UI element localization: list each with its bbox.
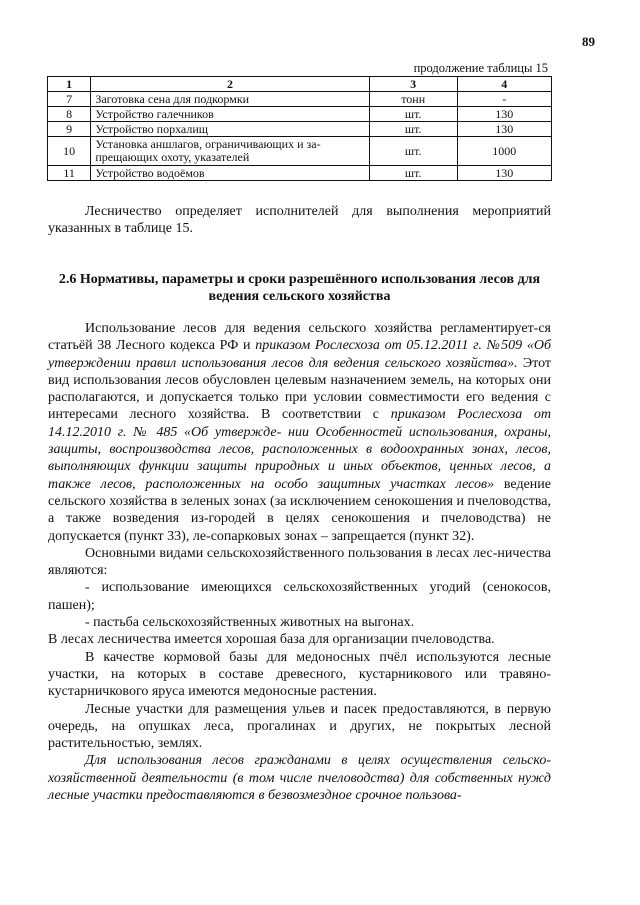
paragraph: Лесничество определяет исполнителей для выполнения мероприятий указанных в таблице 15. [48,204,551,237]
table-row [48,166,552,181]
quantity: - [457,92,551,107]
text-run: Использование лесов для ведения сельского хозяйства регламентирует-ся статьёй 38 Лесного кодекса РФ и [48,321,551,354]
activity-name: Установка аншлагов, ограничивающих и за-прещающих охоту, указателей [91,137,369,166]
paragraph-regulation [48,320,551,545]
row-number: 9 [48,122,91,137]
paragraph-main-uses: Основными видами сельскохозяйственного пользования в лесах лес-ничества являются: [48,545,551,579]
activity-name: Устройство порхалищ [91,122,369,137]
header-cell: 2 [91,77,369,92]
page-number: 89 [582,34,595,49]
header-cell: 4 [457,77,551,92]
table-row [48,122,552,137]
quantity: 130 [457,107,551,122]
citation-order-485: приказом Рослесхоза от 14.12.2010 г. № 485 «Об утвержде- нии Особенностей использования, охраны, защиты, воспроизводства лесов, расположенных в водоохранных зонах, лесов, выполняющих функции защиты природных и иных объектов, ценных лесов, а также лесов, расположенных на особо защитных участках лесов» [48,407,551,492]
section-heading: 2.6 Нормативы, параметры и сроки разрешённого использования лесов для ведения сельского хозяйства [58,272,541,304]
list-item: - пастьба сельскохозяйственных животных на выгонах. [85,615,415,631]
paragraph-beekeeping: В лесах лесничества имеется хорошая база для организации пчеловодства. [48,632,495,648]
quantity: 130 [457,166,551,181]
activity-name: Устройство галечников [91,107,369,122]
table-row [48,137,552,166]
unit-of-measure: шт. [369,122,457,137]
header-cell: 3 [369,77,457,92]
citation-order-509: приказом Рослесхоза от 05.12.2011 г. №509 «Об утверждении правил использования лесов для ведения сельского хозяйства». [48,338,551,371]
row-number: 10 [48,137,91,166]
unit-of-measure: шт. [369,137,457,166]
header-cell: 1 [48,77,91,92]
text-run: Этот вид использования лесов обусловлен целевым назначением земель, на которых они располагаются, и допускается только при условии совместимости его ведения с интересами лесного хозяйства. В соответствии с [48,355,552,423]
after-table-text [48,203,551,238]
list-item: - использование имеющихся сельскохозяйственных угодий (сенокосов, пашен); [48,580,551,613]
unit-of-measure: шт. [369,107,457,122]
table-header-row [48,77,552,92]
row-number: 7 [48,92,91,107]
table-row [48,107,552,122]
activities-table [47,76,552,181]
unit-of-measure: шт. [369,166,457,181]
row-number: 8 [48,107,91,122]
unit-of-measure: тонн [369,92,457,107]
quantity: 1000 [457,137,551,166]
activity-name: Устройство водоёмов [91,166,369,181]
quantity: 130 [457,122,551,137]
text-run: ведение сельского хозяйства в зеленых зонах (за исключением сенокошения и пчеловодства, а также возведения из-городей в целях сенокошения и пчеловодства) не допускается (пункт 33), ле-сопарковых зонах – запрещается (пункт 32). [48,476,551,544]
activity-name: Заготовка сена для подкормки [91,92,369,107]
section-body [48,320,551,804]
table-row [48,92,552,107]
paragraph-hive-placement: Лесные участки для размещения ульев и пасек предоставляются, в первую очередь, на опушках леса, прогалинах и других, не покрытых лесной растительностью, землях. [48,701,551,752]
table-continuation-caption: продолжение таблицы 15 [413,61,548,75]
paragraph-citizen-use: Для использования лесов гражданами в целях осуществления сельско-хозяйственной деятельности (в том числе пчеловодства) для собственных нужд лесные участки предоставляются в безвозмездное срочное пользова- [48,753,551,804]
row-number: 11 [48,166,91,181]
paragraph-forage-base: В качестве кормовой базы для медоносных пчёл используются лесные участки, на которых в составе древесного, кустарникового или травяно-кустарничкового яруса имеются медоносные растения. [48,649,551,700]
